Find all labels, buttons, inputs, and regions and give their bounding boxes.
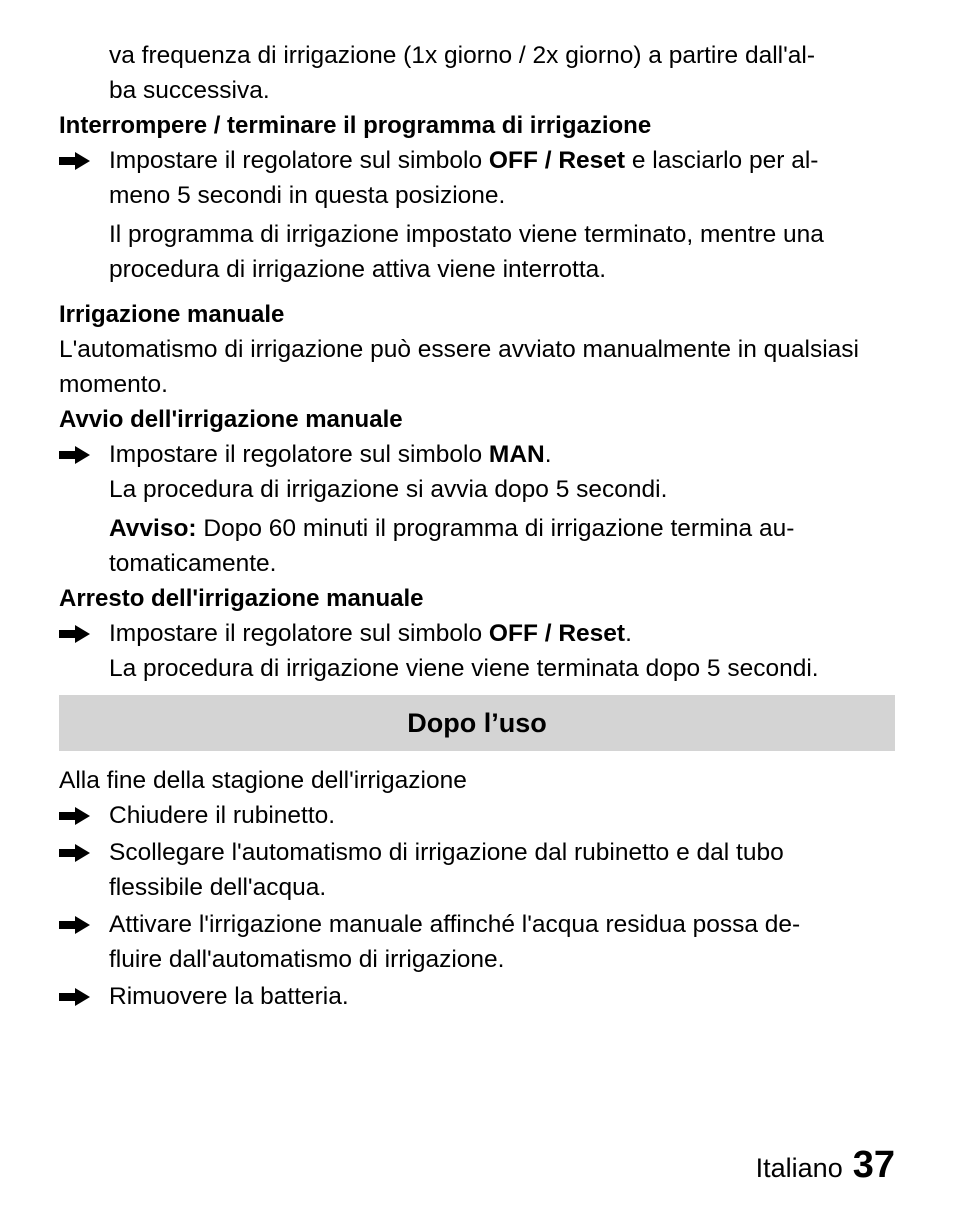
- heading-start-manual: Avvio dell'irrigazione manuale: [59, 406, 403, 433]
- footer-language: Italiano: [755, 1153, 843, 1183]
- after-step-2-line-1: Scollegare l'automatismo di irrigazione dal rubinetto e dal tubo: [109, 839, 784, 866]
- banner-title: Dopo l’uso: [407, 707, 547, 738]
- after-step-3-line-2: fluire dall'automatismo di irrigazione.: [109, 946, 505, 973]
- arrow-right-icon: [59, 446, 91, 464]
- after-step-1: Chiudere il rubinetto.: [59, 798, 895, 833]
- heading-manual-irrigation: Irrigazione manuale: [59, 301, 285, 328]
- warning-text-2: tomaticamente.: [109, 550, 277, 577]
- after-step-3: [59, 907, 895, 977]
- man-label: MAN: [488, 441, 545, 468]
- arrow-right-icon: [59, 988, 91, 1006]
- stop-manual-note: La procedura di irrigazione viene viene terminata dopo 5 secondi.: [109, 655, 819, 682]
- after-step-3-line-1: Attivare l'irrigazione manuale affinché l'acqua residua possa de-: [109, 911, 801, 938]
- start-manual-note: La procedura di irrigazione si avvia dopo 5 secondi.: [109, 476, 668, 503]
- document-page: [59, 38, 895, 1014]
- after-step-2-line-2: flessibile dell'acqua.: [109, 874, 327, 901]
- after-use-intro: Alla fine della stagione dell'irrigazione: [59, 767, 467, 794]
- warning-text: Dopo 60 minuti il programma di irrigazione termina au-: [196, 515, 795, 542]
- step-set-off-reset-manual: Impostare il regolatore sul simbolo OFF / Reset.: [59, 616, 895, 651]
- after-step-2: [59, 835, 895, 905]
- page-number: 37: [852, 1144, 895, 1186]
- heading-stop-program: Interrompere / terminare il programma di irrigazione: [59, 112, 652, 139]
- off-reset-label: OFF / Reset: [488, 147, 626, 174]
- off-reset-label: OFF / Reset: [488, 620, 626, 647]
- arrow-right-icon: [59, 844, 91, 862]
- continued-line-2: ba successiva.: [109, 77, 270, 104]
- arrow-right-icon: [59, 152, 91, 170]
- page-footer: [755, 1144, 895, 1186]
- after-step-4: Rimuovere la batteria.: [59, 979, 895, 1014]
- step-set-off-reset: Impostare il regolatore sul simbolo OFF / Reset e lasciarlo per al- meno 5 secondi in questa posizione.: [59, 143, 895, 213]
- warning-label: Avviso:: [109, 515, 197, 542]
- manual-intro: L'automatismo di irrigazione può essere avviato manualmente in qualsiasi momento.: [59, 336, 859, 398]
- section-banner-after-use: [59, 695, 895, 751]
- arrow-right-icon: [59, 807, 91, 825]
- step-set-man: Impostare il regolatore sul simbolo MAN.: [59, 437, 895, 472]
- continued-paragraph: [59, 38, 895, 108]
- arrow-right-icon: [59, 916, 91, 934]
- stop-program-note: Il programma di irrigazione impostato viene terminato, mentre una procedura di irrigazione attiva viene interrotta.: [109, 221, 824, 283]
- continued-line-1: va frequenza di irrigazione (1x giorno / 2x giorno) a partire dall'al-: [109, 42, 816, 69]
- heading-stop-manual: Arresto dell'irrigazione manuale: [59, 585, 424, 612]
- step-set-off-reset-tail-1: e lasciarlo per al-: [625, 147, 819, 174]
- step-set-off-reset-tail-2: meno 5 secondi in questa posizione.: [109, 182, 506, 209]
- warning-note: [59, 511, 895, 581]
- arrow-right-icon: [59, 625, 91, 643]
